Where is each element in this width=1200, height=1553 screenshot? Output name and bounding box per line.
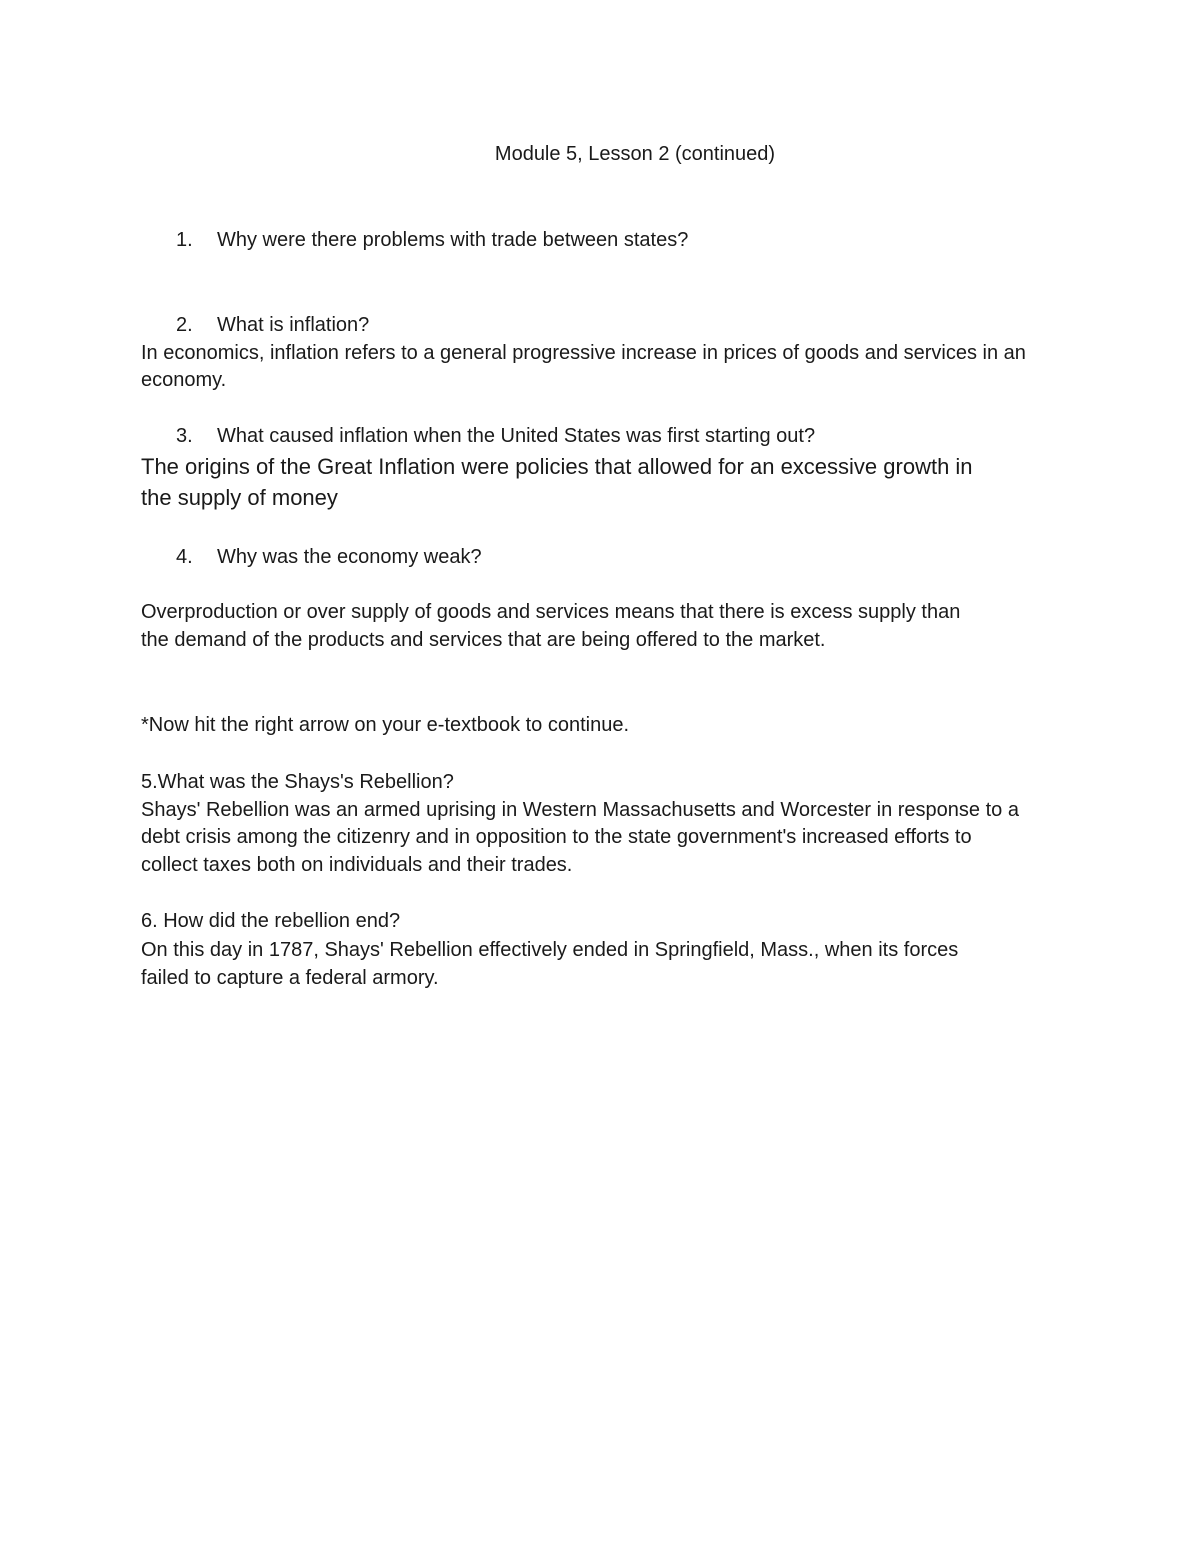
instruction-text: *Now hit the right arrow on your e-textbook to continue. [141, 714, 630, 736]
question-4-number: 4. [176, 546, 193, 568]
answer-4-line-2: the demand of the products and services that are being offered to the market. [141, 629, 826, 651]
answer-3-line-2: the supply of money [141, 485, 338, 510]
answer-6-line-1: On this day in 1787, Shays' Rebellion effectively ended in Springfield, Mass., when its forces [141, 939, 959, 961]
question-1-number: 1. [176, 229, 193, 251]
answer-3-line-1: The origins of the Great Inflation were policies that allowed for an excessive growth in [141, 454, 973, 479]
question-2-text: What is inflation? [217, 314, 370, 336]
page-title: Module 5, Lesson 2 (continued) [494, 143, 776, 165]
answer-5-line-2: debt crisis among the citizenry and in opposition to the state government's increased efforts to [141, 826, 972, 848]
question-6-text: 6. How did the rebellion end? [141, 910, 401, 932]
answer-6-line-2: failed to capture a federal armory. [141, 967, 439, 989]
answer-2-line-1: In economics, inflation refers to a general progressive increase in prices of goods and services in an [141, 342, 1026, 364]
question-3-text: What caused inflation when the United States was first starting out? [217, 425, 816, 447]
question-3-number: 3. [176, 425, 193, 447]
question-1-text: Why were there problems with trade between states? [217, 229, 689, 251]
question-4-text: Why was the economy weak? [217, 546, 482, 568]
answer-5-line-3: collect taxes both on individuals and their trades. [141, 854, 573, 876]
answer-4-line-1: Overproduction or over supply of goods and services means that there is excess supply than [141, 601, 961, 623]
answer-5-line-1: Shays' Rebellion was an armed uprising in Western Massachusetts and Worcester in response to a [141, 799, 1019, 821]
answer-2-line-2: economy. [141, 369, 227, 391]
question-5-text: 5.What was the Shays's Rebellion? [141, 771, 454, 793]
question-2-number: 2. [176, 314, 193, 336]
